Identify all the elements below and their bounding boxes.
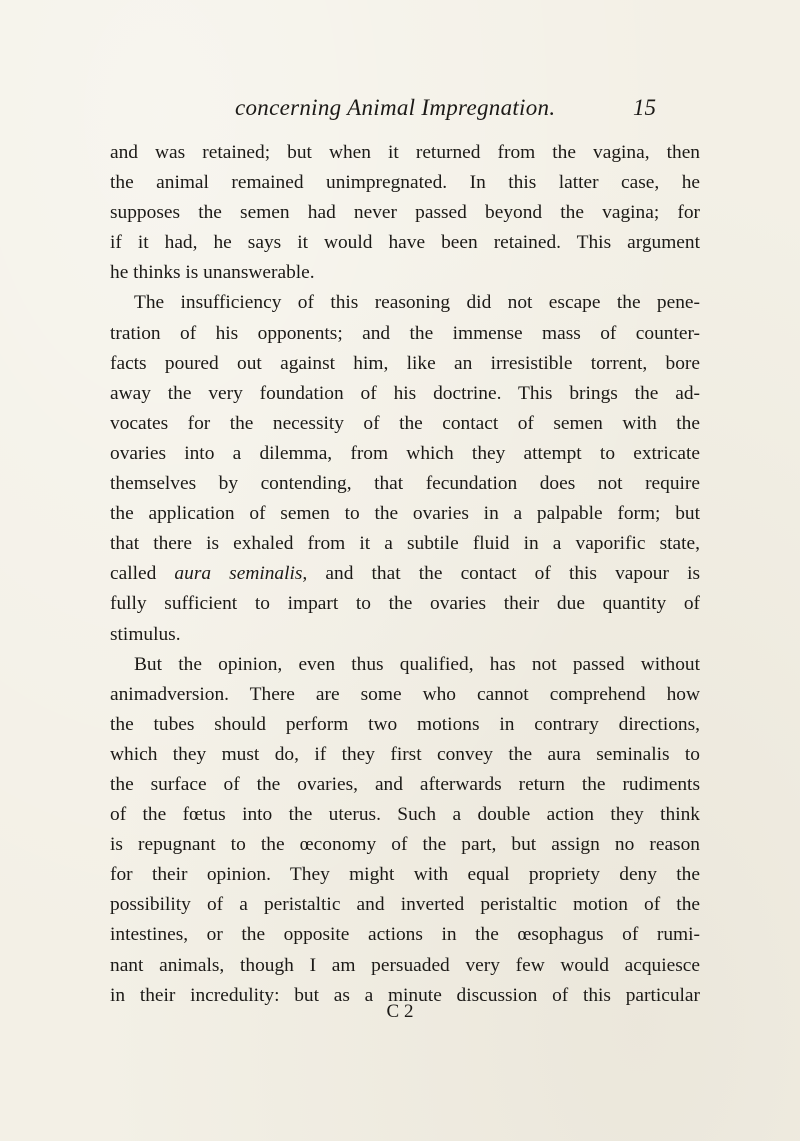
text-line: supposes the semen had never passed beyond the vagina; for bbox=[110, 202, 700, 224]
text-line: if it had, he says it would have been retained. This argument bbox=[110, 232, 700, 254]
text-line: he thinks is unanswerable. bbox=[110, 262, 315, 284]
text-line: stimulus. bbox=[110, 623, 181, 645]
text-line: animadversion. There are some who cannot comprehend how bbox=[110, 683, 700, 705]
signature-mark: C 2 bbox=[386, 1001, 414, 1022]
text-line: themselves by contending, that fecundation does not require bbox=[110, 473, 700, 495]
text-run: called bbox=[110, 563, 175, 585]
text-line: vocates for the necessity of the contact of semen with the bbox=[110, 412, 700, 434]
text-line: fully sufficient to impart to the ovaries their due quantity of bbox=[110, 593, 700, 615]
text-line-with-italic bbox=[110, 559, 700, 589]
text-line: for their opinion. They might with equal propriety deny the bbox=[110, 864, 700, 886]
text-line: of the fœtus into the uterus. Such a double action they think bbox=[110, 804, 700, 826]
body-text bbox=[110, 138, 700, 1011]
text-line: tration of his opponents; and the immense mass of counter- bbox=[110, 322, 700, 344]
text-line: facts poured out against him, like an irresistible torrent, bore bbox=[110, 352, 700, 374]
text-line: and was retained; but when it returned from the vagina, then bbox=[110, 142, 700, 163]
text-line: away the very foundation of his doctrine. This brings the ad- bbox=[110, 382, 700, 404]
text-line: intestines, or the opposite actions in the œsophagus of rumi- bbox=[110, 924, 700, 946]
running-head: concerning Animal Impregnation. bbox=[235, 95, 556, 120]
text-line: the animal remained unimpregnated. In this latter case, he bbox=[110, 172, 700, 194]
text-line: the tubes should perform two motions in contrary directions, bbox=[110, 713, 700, 735]
text-run: and that the contact of this vapour is bbox=[307, 563, 700, 585]
text-line: ovaries into a dilemma, from which they attempt to extricate bbox=[110, 442, 700, 464]
text-line: The insufficiency of this reasoning did not escape the pene- bbox=[134, 292, 700, 314]
text-line: in their incredulity: but as a minute discussion of this particular bbox=[110, 984, 700, 1006]
text-line: nant animals, though I am persuaded very few would acquiesce bbox=[110, 954, 700, 976]
page-number: 15 bbox=[633, 95, 656, 120]
italic-term: aura seminalis, bbox=[174, 563, 308, 585]
text-line: the application of semen to the ovaries in a palpable form; but bbox=[110, 503, 700, 525]
page-header bbox=[0, 95, 800, 135]
text-line: But the opinion, even thus qualified, has not passed without bbox=[134, 653, 700, 675]
text-line: possibility of a peristaltic and inverted peristaltic motion of the bbox=[110, 894, 700, 916]
text-line: the surface of the ovaries, and afterwards return the rudiments bbox=[110, 773, 700, 795]
text-line: is repugnant to the œconomy of the part, but assign no reason bbox=[110, 834, 700, 856]
text-line: which they must do, if they first convey the aura seminalis to bbox=[110, 743, 700, 765]
text-line: that there is exhaled from it a subtile fluid in a vaporific state, bbox=[110, 533, 700, 555]
